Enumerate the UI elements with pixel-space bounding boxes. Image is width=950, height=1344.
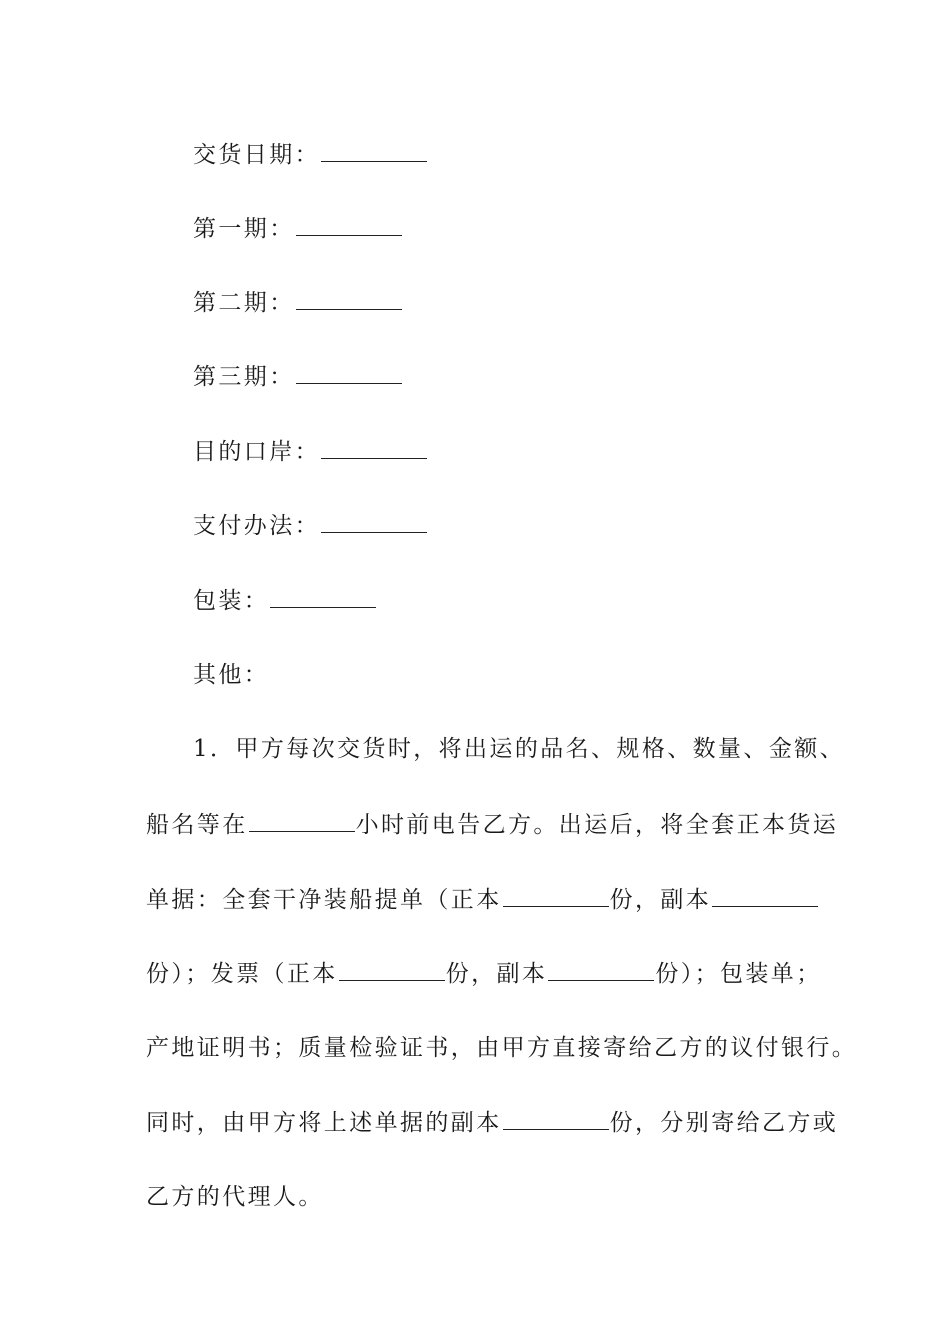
clause-1-line-6 bbox=[146, 1107, 838, 1138]
clause-1-line-1: 1．甲方每次交货时，将出运的品名、规格、数量、金额、 bbox=[193, 736, 846, 762]
text-segment: 单据：全套干净装船提单（正本 bbox=[146, 887, 502, 913]
text-segment: 同时，由甲方将上述单据的副本 bbox=[146, 1110, 502, 1136]
text-segment: 份，副本 bbox=[445, 961, 548, 987]
fill-blank[interactable] bbox=[503, 1107, 609, 1130]
field-delivery-date bbox=[193, 139, 428, 170]
fill-blank[interactable] bbox=[503, 884, 609, 907]
fill-blank[interactable] bbox=[321, 436, 427, 459]
field-label: 第一期： bbox=[193, 216, 295, 242]
fill-blank[interactable] bbox=[296, 213, 402, 236]
field-payment-method bbox=[193, 510, 428, 541]
fill-blank[interactable] bbox=[321, 139, 427, 162]
text-segment: 份，分别寄给乙方或 bbox=[609, 1110, 839, 1136]
field-phase-two bbox=[193, 287, 403, 318]
clause-1-line-3 bbox=[146, 884, 819, 915]
field-destination-port bbox=[193, 436, 428, 467]
field-label: 交货日期： bbox=[193, 142, 320, 168]
field-label: 第二期： bbox=[193, 290, 295, 316]
fill-blank[interactable] bbox=[296, 287, 402, 310]
text-segment: 份）；包装单； bbox=[655, 961, 822, 987]
field-label: 包装： bbox=[193, 588, 270, 614]
field-packaging bbox=[193, 585, 377, 616]
text-segment: 小时前电告乙方。出运后，将全套正本货运 bbox=[355, 812, 839, 838]
fill-blank[interactable] bbox=[321, 510, 427, 533]
other-heading: 其他： bbox=[193, 662, 270, 688]
fill-blank[interactable] bbox=[548, 958, 654, 981]
fill-blank[interactable] bbox=[296, 361, 402, 384]
field-phase-three bbox=[193, 361, 403, 392]
field-phase-one bbox=[193, 213, 403, 244]
fill-blank[interactable] bbox=[249, 809, 355, 832]
field-label: 支付办法： bbox=[193, 513, 320, 539]
text-segment: 份）；发票（正本 bbox=[146, 961, 338, 987]
clause-1-line-7: 乙方的代理人。 bbox=[146, 1184, 324, 1210]
clause-1-line-4 bbox=[146, 958, 822, 989]
field-label: 目的口岸： bbox=[193, 439, 320, 465]
fill-blank[interactable] bbox=[270, 585, 376, 608]
field-label: 第三期： bbox=[193, 364, 295, 390]
fill-blank[interactable] bbox=[339, 958, 445, 981]
text-segment: 船名等在 bbox=[146, 812, 248, 838]
fill-blank[interactable] bbox=[712, 884, 818, 907]
text-segment: 份，副本 bbox=[609, 887, 712, 913]
clause-1-line-2 bbox=[146, 809, 838, 840]
clause-1-line-5: 产地证明书；质量检验证书，由甲方直接寄给乙方的议付银行。 bbox=[146, 1035, 858, 1061]
